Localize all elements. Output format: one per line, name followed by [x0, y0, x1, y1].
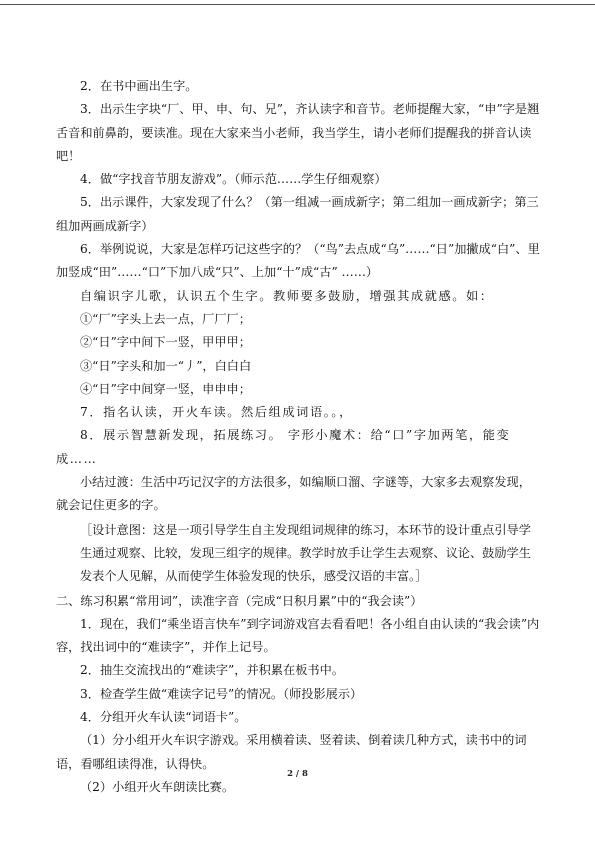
- paragraph-sec2-sub-2: （2）小组开火车朗读比赛。: [80, 779, 235, 794]
- section-heading-2: 二、练习积累“常用词”，读准字音（完成“日积月累”中的“我会读”）: [56, 593, 423, 608]
- paragraph-design-intent: ［设计意图：这是一项引导学生自主发现组词规律的练习，本环节的设计重点引导学生通过观察、比较，发现三组字的规律。教学时放手让学生去观察、议论、鼓励学生发表个人见解，从而使学生体验发现的快乐，感受汉语的丰富。］: [80, 522, 531, 584]
- paragraph-sec2-step-1: 1．现在，我们“乘坐语言快车”到字词游戏宫去看看吧！各小组自由认读的“我会读”内容，找出词中的“难读字”，并作上记号。: [56, 616, 540, 655]
- rhyme-line-4: ④“日”字中间穿一竖，申申申；: [80, 381, 251, 396]
- paragraph-sec2-step-4: 4．分组开火车认读“词语卡”。: [80, 710, 247, 725]
- paragraph-sec2-sub-1: （1）分小组开火车识字游戏。采用横着读、竖着读、倒着读几种方式，读书中的词语，看哪组读得准，认得快。: [56, 733, 527, 771]
- paragraph-step-8: 8．展示智慧新发现，拓展练习。 字形小魔术：给“口”字加两笔，能变成……: [56, 428, 511, 466]
- paragraph-step-3: 3．出示生字块“厂、甲、申、句、兄”，齐认读字和音节。老师提醒大家，“申”字是翘舌音和前鼻韵，要读准。现在大家来当小老师，我当学生，请小老师们提醒我的拼音认读吧！: [56, 102, 540, 163]
- page-number: 2 / 8: [287, 769, 308, 779]
- header-rule: [0, 4, 595, 5]
- document-body: [56, 75, 542, 799]
- rhyme-line-1: ①“厂”字头上去一点，厂厂厂；: [80, 311, 251, 326]
- rhyme-line-3: ③“日”字头和加一“丿”，白白白: [80, 358, 252, 373]
- rhyme-line-2: ②“日”字中间下一竖，甲甲甲；: [80, 335, 251, 350]
- paragraph-step-6: 6．举例说说，大家是怎样巧记这些字的？（“鸟”去点成“乌”……“日”加撇成“白”、里加竖成“田”……“口”下加八成“只”、上加“十”成“古” ……）: [56, 242, 540, 280]
- paragraph-rhyme-intro: 自编识字儿歌，认识五个生字。教师要多鼓励，增强其成就感。如：: [80, 288, 494, 303]
- paragraph-step-7: 7．指名认读，开火车读。然后组成词语。。，: [80, 405, 353, 420]
- paragraph-step-4: 4．做“字找音节朋友游戏”。（师示范……学生仔细观察）: [80, 172, 387, 187]
- paragraph-step-5: 5．出示课件，大家发现了什么？（第一组减一画成新字；第二组加一画成新字；第三组加两画成新字）: [56, 195, 539, 233]
- paragraph-sec2-step-2: 2．抽生交流找出的“难读字”，并积累在板书中。: [80, 663, 344, 678]
- paragraph-step-2: 2．在书中画出生字。: [80, 79, 198, 93]
- paragraph-summary: 小结过渡：生活中巧记汉字的方法很多，如编顺口溜、字谜等，大家多去观察发现，就会记住更多的字。: [56, 475, 531, 513]
- paragraph-sec2-step-3: 3．检查学生做“难读字记号”的情况。（师投影展示）: [80, 686, 363, 701]
